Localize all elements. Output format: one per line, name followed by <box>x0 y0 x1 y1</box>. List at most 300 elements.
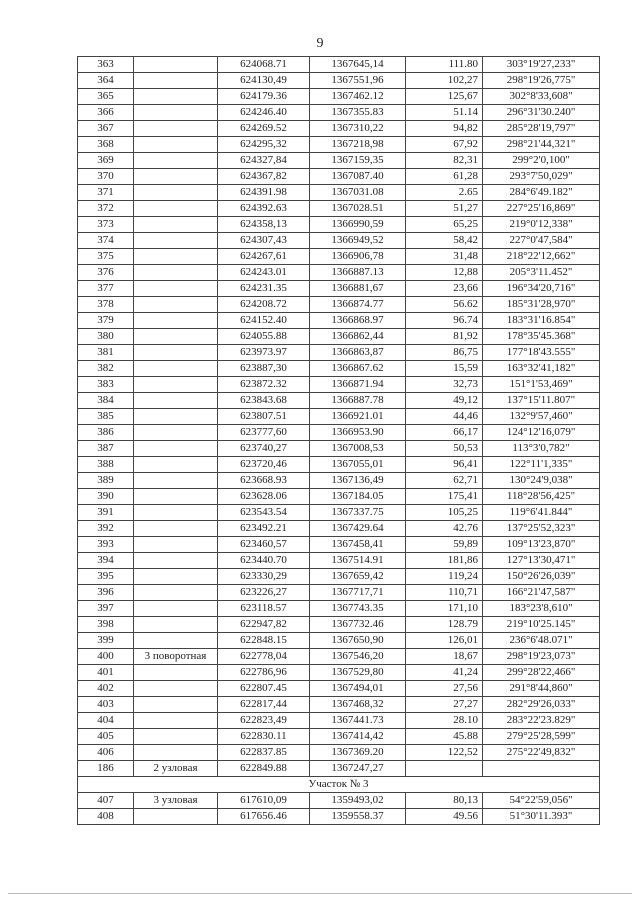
direction-angle-cell: 113°3'0,782" <box>483 441 600 457</box>
point-number-cell: 374 <box>78 233 134 249</box>
distance-cell: 49.56 <box>406 809 483 825</box>
direction-angle-cell: 196°34'20,716" <box>483 281 600 297</box>
point-type-cell: 3 узловая <box>134 793 218 809</box>
point-type-cell <box>134 809 218 825</box>
direction-angle-cell: 218°22'12,662" <box>483 249 600 265</box>
y-coordinate-cell: 1367468,32 <box>310 697 406 713</box>
x-coordinate-cell: 623720,46 <box>218 457 310 473</box>
point-number-cell: 381 <box>78 345 134 361</box>
distance-cell: 86,75 <box>406 345 483 361</box>
table-row <box>78 521 600 537</box>
point-type-cell <box>134 713 218 729</box>
y-coordinate-cell: 1359493,02 <box>310 793 406 809</box>
direction-angle-cell: 219°10'25.145" <box>483 617 600 633</box>
distance-cell: 61,28 <box>406 169 483 185</box>
point-number-cell: 397 <box>78 601 134 617</box>
y-coordinate-cell: 1366921.01 <box>310 409 406 425</box>
distance-cell: 171,10 <box>406 601 483 617</box>
point-number-cell: 379 <box>78 313 134 329</box>
direction-angle-cell: 219°0'12,338" <box>483 217 600 233</box>
point-type-cell <box>134 681 218 697</box>
y-coordinate-cell: 1367429.64 <box>310 521 406 537</box>
y-coordinate-cell: 1367743.35 <box>310 601 406 617</box>
point-type-cell <box>134 409 218 425</box>
distance-cell: 51,27 <box>406 201 483 217</box>
distance-cell: 41,24 <box>406 665 483 681</box>
point-type-cell <box>134 265 218 281</box>
x-coordinate-cell: 623807.51 <box>218 409 310 425</box>
direction-angle-cell: 177°18'43.555" <box>483 345 600 361</box>
y-coordinate-cell: 1366867.62 <box>310 361 406 377</box>
y-coordinate-cell: 1366953.90 <box>310 425 406 441</box>
distance-cell: 66,17 <box>406 425 483 441</box>
x-coordinate-cell: 623118.57 <box>218 601 310 617</box>
x-coordinate-cell: 623492.21 <box>218 521 310 537</box>
x-coordinate-cell: 624267,61 <box>218 249 310 265</box>
y-coordinate-cell: 1367355.83 <box>310 105 406 121</box>
page-number: 9 <box>316 36 324 51</box>
point-type-cell <box>134 201 218 217</box>
table-row <box>78 313 600 329</box>
point-number-cell: 382 <box>78 361 134 377</box>
distance-cell: 15,59 <box>406 361 483 377</box>
y-coordinate-cell: 1367551,96 <box>310 73 406 89</box>
distance-cell: 128.79 <box>406 617 483 633</box>
point-type-cell <box>134 297 218 313</box>
direction-angle-cell: 185°31'28,970" <box>483 297 600 313</box>
x-coordinate-cell: 624179.36 <box>218 89 310 105</box>
point-type-cell <box>134 473 218 489</box>
point-type-cell <box>134 57 218 73</box>
point-type-cell <box>134 89 218 105</box>
table-row <box>78 809 600 825</box>
x-coordinate-cell: 622849.88 <box>218 761 310 777</box>
point-number-cell: 406 <box>78 745 134 761</box>
direction-angle-cell: 227°25'16,869" <box>483 201 600 217</box>
y-coordinate-cell: 1367494,01 <box>310 681 406 697</box>
table-row <box>78 57 600 73</box>
point-type-cell <box>134 697 218 713</box>
point-type-cell <box>134 505 218 521</box>
y-coordinate-cell: 1367659,42 <box>310 569 406 585</box>
x-coordinate-cell: 622778,04 <box>218 649 310 665</box>
y-coordinate-cell: 1367218,98 <box>310 137 406 153</box>
table-row <box>78 505 600 521</box>
point-type-cell <box>134 233 218 249</box>
point-type-cell <box>134 361 218 377</box>
distance-cell: 32,73 <box>406 377 483 393</box>
table-row <box>78 473 600 489</box>
point-type-cell <box>134 217 218 233</box>
y-coordinate-cell: 1367732.46 <box>310 617 406 633</box>
table-row <box>78 361 600 377</box>
distance-cell: 58,42 <box>406 233 483 249</box>
table-row <box>78 441 600 457</box>
point-number-cell: 395 <box>78 569 134 585</box>
distance-cell: 119,24 <box>406 569 483 585</box>
table-row <box>78 185 600 201</box>
table-row <box>78 633 600 649</box>
point-type-cell <box>134 105 218 121</box>
point-type-cell <box>134 553 218 569</box>
point-type-cell <box>134 393 218 409</box>
distance-cell: 59,89 <box>406 537 483 553</box>
point-type-cell <box>134 729 218 745</box>
direction-angle-cell: 137°15'11.807" <box>483 393 600 409</box>
distance-cell: 12,88 <box>406 265 483 281</box>
distance-cell: 27,27 <box>406 697 483 713</box>
table-row <box>78 681 600 697</box>
direction-angle-cell: 122°11'1,335" <box>483 457 600 473</box>
direction-angle-cell: 124°12'16,079" <box>483 425 600 441</box>
direction-angle-cell: 279°25'28,599" <box>483 729 600 745</box>
y-coordinate-cell: 1367337.75 <box>310 505 406 521</box>
distance-cell: 96,41 <box>406 457 483 473</box>
point-number-cell: 399 <box>78 633 134 649</box>
x-coordinate-cell: 624231.35 <box>218 281 310 297</box>
y-coordinate-cell: 1359558.37 <box>310 809 406 825</box>
y-coordinate-cell: 1367441.73 <box>310 713 406 729</box>
x-coordinate-cell: 624269.52 <box>218 121 310 137</box>
table-row <box>78 297 600 313</box>
table-row <box>78 265 600 281</box>
point-number-cell: 405 <box>78 729 134 745</box>
point-number-cell: 392 <box>78 521 134 537</box>
y-coordinate-cell: 1367458,41 <box>310 537 406 553</box>
table-row <box>78 89 600 105</box>
y-coordinate-cell: 1367184.05 <box>310 489 406 505</box>
point-number-cell: 386 <box>78 425 134 441</box>
y-coordinate-cell: 1367087.40 <box>310 169 406 185</box>
x-coordinate-cell: 623440.70 <box>218 553 310 569</box>
distance-cell: 18,67 <box>406 649 483 665</box>
y-coordinate-cell: 1367414,42 <box>310 729 406 745</box>
point-type-cell <box>134 457 218 473</box>
y-coordinate-cell: 1366990,59 <box>310 217 406 233</box>
direction-angle-cell: 127°13'30,471" <box>483 553 600 569</box>
x-coordinate-cell: 622807.45 <box>218 681 310 697</box>
distance-cell: 67,92 <box>406 137 483 153</box>
distance-cell: 82,31 <box>406 153 483 169</box>
direction-angle-cell: 205°3'11.452" <box>483 265 600 281</box>
point-type-cell: 3 поворотная <box>134 649 218 665</box>
point-number-cell: 377 <box>78 281 134 297</box>
distance-cell: 94,82 <box>406 121 483 137</box>
x-coordinate-cell: 624152.40 <box>218 313 310 329</box>
y-coordinate-cell: 1366863,87 <box>310 345 406 361</box>
point-number-cell: 363 <box>78 57 134 73</box>
x-coordinate-cell: 624327,84 <box>218 153 310 169</box>
direction-angle-cell: 178°35'45.368" <box>483 329 600 345</box>
direction-angle-cell: 293°7'50,029" <box>483 169 600 185</box>
direction-angle-cell: 284°6'49.182" <box>483 185 600 201</box>
y-coordinate-cell: 1367529,80 <box>310 665 406 681</box>
table-row <box>78 73 600 89</box>
point-type-cell <box>134 249 218 265</box>
coordinates-table-body-b <box>78 793 600 825</box>
table-row <box>78 345 600 361</box>
point-number-cell: 391 <box>78 505 134 521</box>
table-row <box>78 137 600 153</box>
y-coordinate-cell: 1367028.51 <box>310 201 406 217</box>
x-coordinate-cell: 622823,49 <box>218 713 310 729</box>
distance-cell <box>406 761 483 777</box>
y-coordinate-cell: 1366949,52 <box>310 233 406 249</box>
point-number-cell: 393 <box>78 537 134 553</box>
point-number-cell: 396 <box>78 585 134 601</box>
point-number-cell: 402 <box>78 681 134 697</box>
direction-angle-cell: 132°9'57,460" <box>483 409 600 425</box>
distance-cell: 42.76 <box>406 521 483 537</box>
point-number-cell: 407 <box>78 793 134 809</box>
point-type-cell <box>134 537 218 553</box>
table-row <box>78 281 600 297</box>
point-number-cell: 384 <box>78 393 134 409</box>
direction-angle-cell: 163°32'41,182" <box>483 361 600 377</box>
distance-cell: 111.80 <box>406 57 483 73</box>
point-number-cell: 388 <box>78 457 134 473</box>
x-coordinate-cell: 624392.63 <box>218 201 310 217</box>
x-coordinate-cell: 617610,09 <box>218 793 310 809</box>
point-type-cell <box>134 169 218 185</box>
point-type-cell <box>134 313 218 329</box>
direction-angle-cell: 54°22'59,056" <box>483 793 600 809</box>
direction-angle-cell: 298°19'26,775" <box>483 73 600 89</box>
x-coordinate-cell: 623872.32 <box>218 377 310 393</box>
direction-angle-cell: 291°8'44,860" <box>483 681 600 697</box>
distance-cell: 175,41 <box>406 489 483 505</box>
point-number-cell: 373 <box>78 217 134 233</box>
table-row <box>78 393 600 409</box>
table-row <box>78 553 600 569</box>
y-coordinate-cell: 1366862,44 <box>310 329 406 345</box>
point-type-cell <box>134 521 218 537</box>
direction-angle-cell: 299°2'0,100" <box>483 153 600 169</box>
point-number-cell: 394 <box>78 553 134 569</box>
table-row <box>78 105 600 121</box>
point-number-cell: 383 <box>78 377 134 393</box>
table-row <box>78 649 600 665</box>
x-coordinate-cell: 622786,96 <box>218 665 310 681</box>
point-number-cell: 401 <box>78 665 134 681</box>
distance-cell: 62,71 <box>406 473 483 489</box>
point-type-cell <box>134 345 218 361</box>
distance-cell: 49,12 <box>406 393 483 409</box>
point-type-cell <box>134 137 218 153</box>
y-coordinate-cell: 1367645,14 <box>310 57 406 73</box>
direction-angle-cell: 166°21'47,587" <box>483 585 600 601</box>
point-number-cell: 375 <box>78 249 134 265</box>
direction-angle-cell: 119°6'41.844" <box>483 505 600 521</box>
point-type-cell <box>134 441 218 457</box>
point-number-cell: 387 <box>78 441 134 457</box>
point-number-cell: 403 <box>78 697 134 713</box>
direction-angle-cell: 183°31'16.854" <box>483 313 600 329</box>
x-coordinate-cell: 624130,49 <box>218 73 310 89</box>
x-coordinate-cell: 622830.11 <box>218 729 310 745</box>
y-coordinate-cell: 1367055,01 <box>310 457 406 473</box>
distance-cell: 81,92 <box>406 329 483 345</box>
distance-cell: 65,25 <box>406 217 483 233</box>
point-number-cell: 368 <box>78 137 134 153</box>
point-number-cell: 408 <box>78 809 134 825</box>
x-coordinate-cell: 622817,44 <box>218 697 310 713</box>
distance-cell: 80,13 <box>406 793 483 809</box>
point-number-cell: 367 <box>78 121 134 137</box>
point-type-cell <box>134 489 218 505</box>
x-coordinate-cell: 623668.93 <box>218 473 310 489</box>
direction-angle-cell: 285°28'19,797" <box>483 121 600 137</box>
direction-angle-cell: 150°26'26,039" <box>483 569 600 585</box>
y-coordinate-cell: 1366906,78 <box>310 249 406 265</box>
table-row <box>78 537 600 553</box>
point-number-cell: 371 <box>78 185 134 201</box>
direction-angle-cell: 118°28'56,425" <box>483 489 600 505</box>
x-coordinate-cell: 624055.88 <box>218 329 310 345</box>
distance-cell: 51.14 <box>406 105 483 121</box>
direction-angle-cell: 282°29'26,033" <box>483 697 600 713</box>
table-row <box>78 169 600 185</box>
direction-angle-cell: 299°28'22,466" <box>483 665 600 681</box>
table-row <box>78 425 600 441</box>
point-number-cell: 390 <box>78 489 134 505</box>
table-row <box>78 377 600 393</box>
distance-cell: 125,67 <box>406 89 483 105</box>
x-coordinate-cell: 623330,29 <box>218 569 310 585</box>
direction-angle-cell: 298°19'23,073" <box>483 649 600 665</box>
point-type-cell <box>134 617 218 633</box>
y-coordinate-cell: 1366887.78 <box>310 393 406 409</box>
point-number-cell: 389 <box>78 473 134 489</box>
direction-angle-cell: 296°31'30.240" <box>483 105 600 121</box>
point-type-cell <box>134 377 218 393</box>
direction-angle-cell: 151°1'53,469" <box>483 377 600 393</box>
direction-angle-cell: 236°6'48.071" <box>483 633 600 649</box>
x-coordinate-cell: 622848.15 <box>218 633 310 649</box>
table-row <box>78 217 600 233</box>
point-type-cell <box>134 153 218 169</box>
page-bottom-rule <box>8 893 632 894</box>
point-number-cell: 372 <box>78 201 134 217</box>
x-coordinate-cell: 624307,43 <box>218 233 310 249</box>
table-row <box>78 457 600 473</box>
direction-angle-cell: 283°22'23.829" <box>483 713 600 729</box>
point-number-cell: 186 <box>78 761 134 777</box>
point-type-cell <box>134 281 218 297</box>
direction-angle-cell: 227°0'47,584" <box>483 233 600 249</box>
y-coordinate-cell: 1367514.91 <box>310 553 406 569</box>
x-coordinate-cell: 623628.06 <box>218 489 310 505</box>
direction-angle-cell <box>483 761 600 777</box>
table-row <box>78 665 600 681</box>
distance-cell: 28.10 <box>406 713 483 729</box>
table-row <box>78 713 600 729</box>
point-type-cell <box>134 185 218 201</box>
direction-angle-cell: 51°30'11.393" <box>483 809 600 825</box>
point-type-cell <box>134 73 218 89</box>
y-coordinate-cell: 1367546,20 <box>310 649 406 665</box>
distance-cell: 31,48 <box>406 249 483 265</box>
y-coordinate-cell: 1367031.08 <box>310 185 406 201</box>
x-coordinate-cell: 624068.71 <box>218 57 310 73</box>
distance-cell: 44,46 <box>406 409 483 425</box>
x-coordinate-cell: 623973.97 <box>218 345 310 361</box>
table-row <box>78 489 600 505</box>
y-coordinate-cell: 1367717,71 <box>310 585 406 601</box>
y-coordinate-cell: 1366881,67 <box>310 281 406 297</box>
x-coordinate-cell: 623887,30 <box>218 361 310 377</box>
x-coordinate-cell: 624295,32 <box>218 137 310 153</box>
table-row <box>78 745 600 761</box>
section-header-row-group <box>78 777 600 793</box>
x-coordinate-cell: 624243.01 <box>218 265 310 281</box>
x-coordinate-cell: 624246.40 <box>218 105 310 121</box>
direction-angle-cell: 137°25'52,323" <box>483 521 600 537</box>
distance-cell: 50,53 <box>406 441 483 457</box>
direction-angle-cell: 183°23'8,610" <box>483 601 600 617</box>
table-row <box>78 761 600 777</box>
point-type-cell <box>134 665 218 681</box>
distance-cell: 96.74 <box>406 313 483 329</box>
x-coordinate-cell: 623543.54 <box>218 505 310 521</box>
table-row <box>78 233 600 249</box>
distance-cell: 181,86 <box>406 553 483 569</box>
point-number-cell: 365 <box>78 89 134 105</box>
y-coordinate-cell: 1366887.13 <box>310 265 406 281</box>
point-number-cell: 364 <box>78 73 134 89</box>
point-type-cell: 2 узловая <box>134 761 218 777</box>
table-row <box>78 697 600 713</box>
table-row <box>78 729 600 745</box>
table-row <box>78 249 600 265</box>
distance-cell: 126,01 <box>406 633 483 649</box>
distance-cell: 23,66 <box>406 281 483 297</box>
point-type-cell <box>134 585 218 601</box>
table-row <box>78 601 600 617</box>
distance-cell: 105,25 <box>406 505 483 521</box>
table-row <box>78 617 600 633</box>
y-coordinate-cell: 1367369.20 <box>310 745 406 761</box>
point-number-cell: 385 <box>78 409 134 425</box>
y-coordinate-cell: 1367462.12 <box>310 89 406 105</box>
distance-cell: 56.62 <box>406 297 483 313</box>
distance-cell: 2.65 <box>406 185 483 201</box>
direction-angle-cell: 302°8'33,608" <box>483 89 600 105</box>
point-type-cell <box>134 601 218 617</box>
point-number-cell: 378 <box>78 297 134 313</box>
section-header-row <box>78 777 600 793</box>
section-title: Участок № 3 <box>78 777 600 793</box>
x-coordinate-cell: 624367,82 <box>218 169 310 185</box>
point-number-cell: 370 <box>78 169 134 185</box>
distance-cell: 45.88 <box>406 729 483 745</box>
y-coordinate-cell: 1366868.97 <box>310 313 406 329</box>
distance-cell: 122,52 <box>406 745 483 761</box>
coordinates-table <box>77 56 600 825</box>
y-coordinate-cell: 1367247,27 <box>310 761 406 777</box>
table-row <box>78 153 600 169</box>
direction-angle-cell: 298°21'44,321" <box>483 137 600 153</box>
point-number-cell: 404 <box>78 713 134 729</box>
x-coordinate-cell: 622837.85 <box>218 745 310 761</box>
x-coordinate-cell: 623740,27 <box>218 441 310 457</box>
x-coordinate-cell: 623226,27 <box>218 585 310 601</box>
table-row <box>78 409 600 425</box>
distance-cell: 102,27 <box>406 73 483 89</box>
table-row <box>78 329 600 345</box>
table-row <box>78 121 600 137</box>
point-type-cell <box>134 329 218 345</box>
